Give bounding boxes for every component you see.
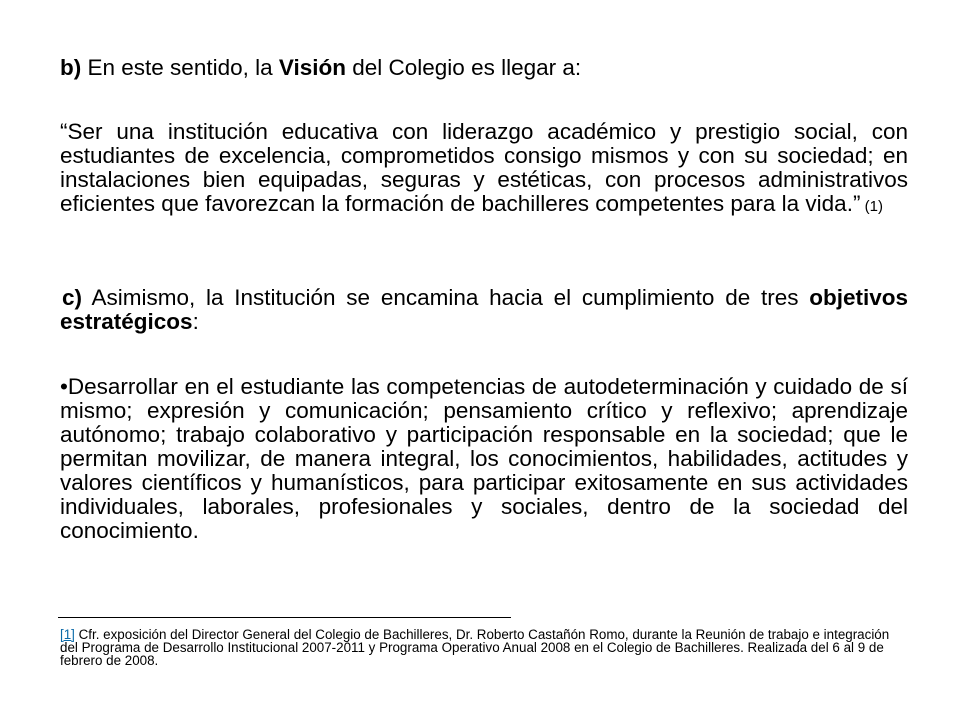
- footnote: [60, 628, 910, 667]
- paragraph-b-text-before: En este sentido, la: [81, 55, 279, 80]
- bullet-item: [60, 375, 908, 543]
- paragraph-c: [60, 286, 908, 334]
- strategic-objectives-keyword: objetivos estratégicos: [60, 285, 908, 334]
- paragraph-b-text-after: del Colegio es llegar a:: [345, 55, 582, 80]
- footnote-ref-link[interactable]: [1]: [60, 627, 75, 642]
- paragraph-c-text-after: :: [192, 309, 199, 334]
- vision-quote-text: “Ser una institución educativa con liderazgo académico y prestigio social, con estudiantes de excelencia, comprometidos consigo mismos y con su sociedad; en instalaciones bien equipadas, seguras y estéticas, con procesos administrativos eficientes que favorezcan la formación de bachilleres competentes para la vida.”: [60, 119, 908, 216]
- bullet-item-text: Desarrollar en el estudiante las competencias de autodeterminación y cuidado de sí mismo; expresión y comunicación; pensamiento crítico y reflexivo; aprendizaje autónomo; trabajo colaborativo y participación responsable en la sociedad; que le permitan movilizar, de manera integral, los conocimientos, habilidades, actitudes y valores científicos y humanísticos, para participar exitosamente en sus actividades individuales, laborales, profesionales y sociales, dentro de la sociedad del conocimiento.: [60, 374, 908, 543]
- paragraph-c-text-before: Asimismo, la Institución se encamina hacia el cumplimiento de tres: [82, 285, 810, 310]
- paragraph-c-label: c): [62, 285, 83, 310]
- vision-keyword: Visión: [278, 55, 346, 80]
- paragraph-b: [60, 56, 908, 80]
- footnote-text: Cfr. exposición del Director General del Colegio de Bachilleres, Dr. Roberto Castañón Romo, durante la Reunión de trabajo e integración del Programa de Desarrollo Institucional 2007-2011 y Programa Operativo Anual 2008 en el Colegio de Bachilleres. Realizada del 6 al 9 de febrero de 2008.: [60, 627, 890, 668]
- vision-quote-citation: (1): [860, 198, 883, 215]
- paragraph-b-label: b): [60, 55, 82, 80]
- bullet-marker: •: [60, 374, 68, 399]
- vision-quote: [60, 120, 908, 219]
- footnote-divider: [58, 617, 511, 618]
